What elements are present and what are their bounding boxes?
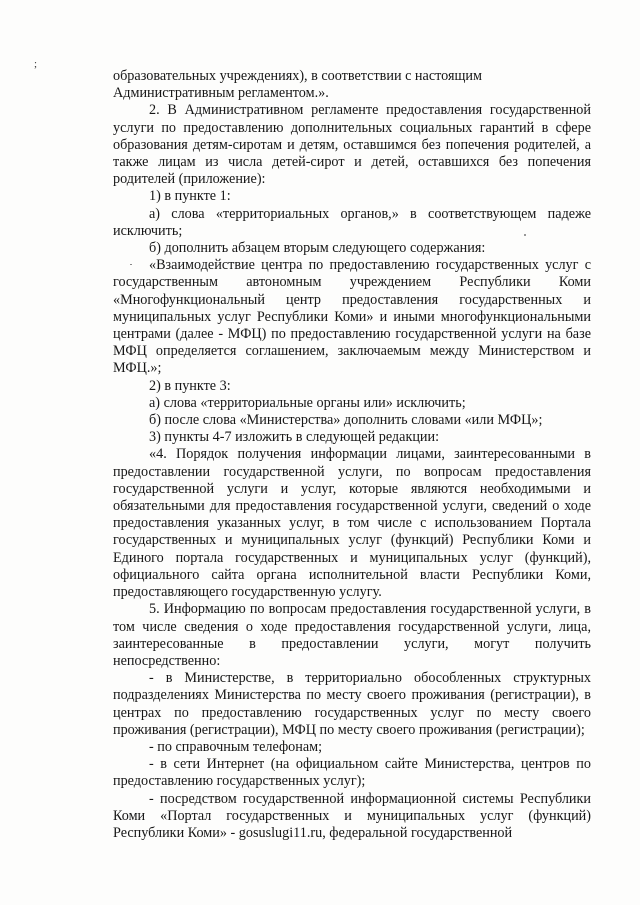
document-body xyxy=(113,68,591,842)
paragraph-subitem-1: 1) в пункте 1: xyxy=(149,188,231,205)
paragraph-subitem-2: 2) в пункте 3: xyxy=(149,377,231,394)
paragraph-subitem-a: а) слова «территориальных органов,» в соответствующем падеже исключить; xyxy=(113,205,591,239)
paragraph-bullet-portal: - посредством государственной информационной системы Республики Коми «Портал государственных и муниципальных услуг (функций) Республики Коми» - gosuslugi11.ru, федеральной государственной xyxy=(113,790,591,841)
paragraph-bullet-ministry: - в Министерстве, в территориально обособленных структурных подразделениях Министерства по месту своего проживания (регистрации), в центрах по предоставлению государственных услуг по месту своего проживания (регистрации), МФЦ по месту своего проживания (регистрации); xyxy=(113,670,591,738)
paragraph-clause-4: «4. Порядок получения информации лицами, заинтересованными в предоставлении государственной услуги, по вопросам предоставления государственной услуги и услуг, которые являются необходимыми и обязательными для предоставления государственной услуги, сведений о ходе предоставления указанных услуг, в том числе с использованием Портала государственных и муниципальных услуг (функций) Республики Коми и Единого портала государственных и муниципальных услуг (функций), официального сайта органа исполнительной власти Республики Коми, предоставляющего государственную услугу. xyxy=(113,446,591,601)
paragraph-bullet-internet: - в сети Интернет (на официальном сайте Министерства, центров по предоставлению государственных услуг); xyxy=(113,756,591,790)
paragraph-subitem-b: б) дополнить абзацем вторым следующего содержания: xyxy=(149,240,486,257)
paragraph-bullet-phones: - по справочным телефонам; xyxy=(149,738,323,755)
paragraph-subitem-b2: б) после слова «Министерства» дополнить словами «или МФЦ»; xyxy=(149,412,543,429)
paragraph-subitem-a2: а) слова «территориальные органы или» исключить; xyxy=(149,394,466,411)
margin-mark: ; xyxy=(34,58,38,70)
paragraph-quote-interaction: «Взаимодействие центра по предоставлению государственных услуг с государственным автономным учреждением Республики Коми «Многофункциональный центр предоставления государственных и муниципальных услуг Республики Коми» и иными многофункциональными центрами (далее - МФЦ) по предоставлению государственной услуги на базе МФЦ определяется соглашением, заключаемым между Министерством и МФЦ.»; xyxy=(113,257,591,377)
paragraph-continuation: образовательных учреждениях), в соответствии с настоящим Административным регламентом.». xyxy=(113,68,482,102)
paragraph-subitem-3: 3) пункты 4-7 изложить в следующей редакции: xyxy=(149,429,440,446)
paragraph-item-2: 2. В Административном регламенте предоставления государственной услуги по предоставлению дополнительных социальных гарантий в сфере образования детям-сиротам и детям, оставшимся без попечения родителей, а также лицам из числа детей-сирот и детей, оставшихся без попечения родителей (приложение): xyxy=(113,102,591,188)
paragraph-clause-5: 5. Информацию по вопросам предоставления государственной услуги, в том числе сведения о ходе предоставления государственной услуги, лица, заинтересованные в предоставлении услуги, могут получить непосредственно: xyxy=(113,601,591,669)
